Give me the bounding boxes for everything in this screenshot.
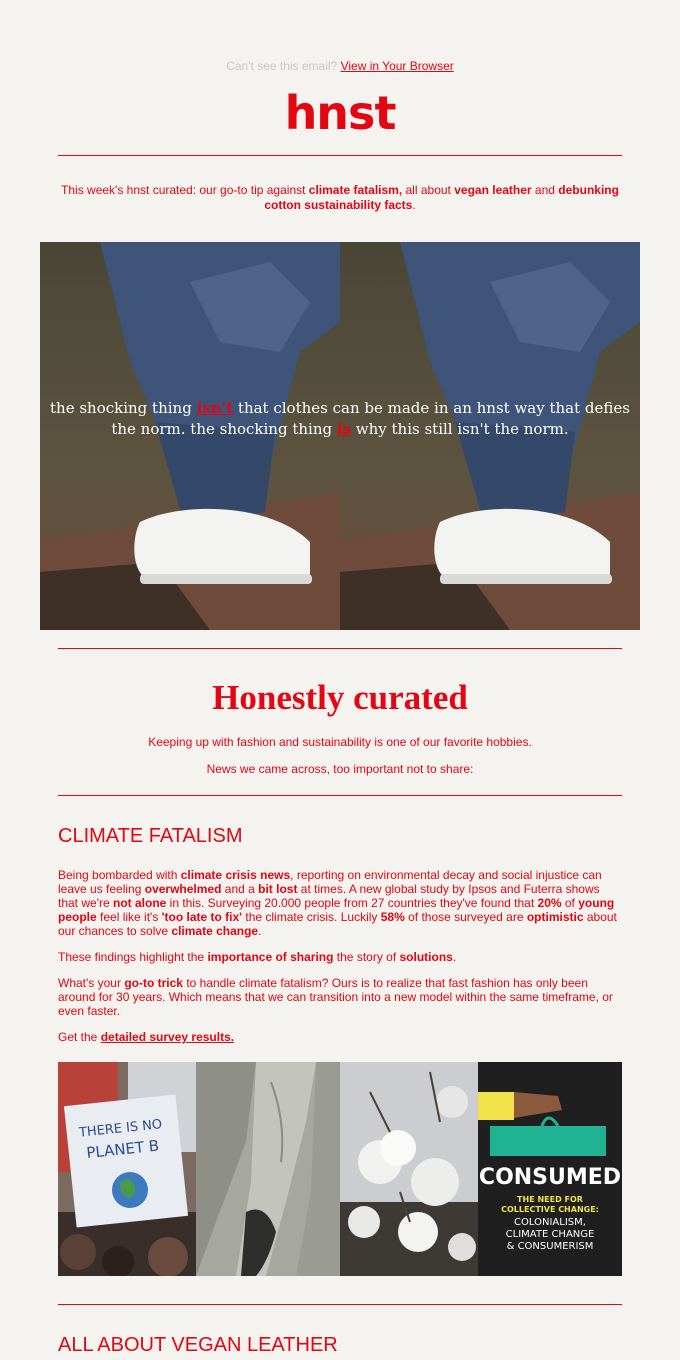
preheader <box>0 59 680 73</box>
bold-text: climate change <box>171 924 259 938</box>
book-subtitle-2: COLLECTIVE CHANGE: <box>501 1205 599 1214</box>
survey-results-link[interactable]: detailed survey results. <box>100 1030 235 1044</box>
text: in this. Surveying 20.000 people from 27 countries they've found that <box>166 896 538 910</box>
text: . <box>258 924 262 938</box>
climate-fatalism-title: CLIMATE FATALISM <box>58 825 243 847</box>
climate-paragraph-4 <box>58 1030 622 1044</box>
intro-bold-vegan: vegan leather <box>454 183 532 197</box>
bold-text: importance of sharing <box>207 950 334 964</box>
divider <box>58 795 622 796</box>
text: Being bombarded with <box>58 868 181 882</box>
hero-caption-part: the shocking thing <box>50 399 197 417</box>
bold-text: optimistic <box>526 910 584 924</box>
bold-text: bit lost <box>258 882 298 896</box>
intro-text <box>58 183 622 213</box>
divider <box>58 1304 622 1305</box>
hnst-logo[interactable]: hnst <box>284 86 396 140</box>
bold-text: 'too late to fix' <box>161 910 243 924</box>
view-in-browser-link[interactable]: View in Your Browser <box>340 59 454 73</box>
curated-line-1: Keeping up with fashion and sustainability is one of our favorite hobbies. <box>148 735 532 749</box>
book-title: CONSUMED <box>478 1165 622 1190</box>
intro-text-part: all about <box>402 183 455 197</box>
section-heading-curated: Honestly curated <box>212 678 468 717</box>
bold-text: solutions <box>399 950 453 964</box>
text: the story of <box>333 950 400 964</box>
text: of those surveyed are <box>404 910 527 924</box>
text: and a <box>221 882 259 896</box>
text: to handle climate fatalism? Ours is to realize that fast fashion has only been around for 30 years. Which means that we can transition into a new model within the same timeframe, or even faster. <box>58 976 613 1018</box>
text: , reporting on environmental decay and social injustice can leave us feeling <box>58 868 602 896</box>
preheader-prompt: Can't see this email? <box>226 59 338 73</box>
hero-highlight-isnt: isn't <box>196 399 234 417</box>
intro-bold-cotton: debunking cotton sustainability facts <box>264 183 619 212</box>
protest-sign-image[interactable] <box>58 1062 196 1276</box>
bold-text: not alone <box>112 896 167 910</box>
divider <box>58 648 622 649</box>
hero-image[interactable] <box>40 242 640 630</box>
sign-text-line-1: THERE IS NO <box>78 1117 163 1141</box>
intro-text-part: . <box>412 198 416 212</box>
consumed-book-cover[interactable] <box>478 1062 622 1276</box>
vegan-leather-image[interactable] <box>196 1062 340 1276</box>
curated-line-2: News we came across, too important not to share: <box>206 762 474 776</box>
bold-text: climate crisis news <box>180 868 291 882</box>
book-subtitle-4: CLIMATE CHANGE <box>505 1229 595 1240</box>
text: Get the <box>58 1030 101 1044</box>
text: feel like it's <box>96 910 162 924</box>
intro-text-part: and <box>531 183 559 197</box>
book-subtitle-1: THE NEED FOR <box>517 1195 583 1204</box>
text: the climate crisis. Luckily <box>242 910 381 924</box>
image-strip <box>58 1062 622 1276</box>
bold-text: young people <box>58 896 615 924</box>
text: What's your <box>58 976 125 990</box>
vegan-leather-title: ALL ABOUT VEGAN LEATHER <box>58 1334 338 1356</box>
intro-text-part: This week's hnst curated: our go-to tip against <box>61 183 309 197</box>
bold-text: 20% <box>537 896 562 910</box>
bold-text: overwhelmed <box>144 882 222 896</box>
bold-text: 58% <box>380 910 405 924</box>
text: . <box>452 950 457 964</box>
sign-text-line-2: PLANET B <box>85 1136 160 1163</box>
hero-highlight-is: is <box>336 420 352 438</box>
text: of <box>561 896 579 910</box>
text: These findings highlight the <box>58 950 208 964</box>
hero-caption-part: that clothes can be made in an hnst way that defies the norm. the shocking thing <box>111 399 630 438</box>
climate-paragraph-1 <box>58 868 622 938</box>
cotton-plant-image[interactable] <box>340 1062 478 1276</box>
hero-caption <box>40 398 640 440</box>
text: at times. A new global study by Ipsos and Futerra shows that we're <box>58 882 600 910</box>
bold-text: go-to trick <box>124 976 183 990</box>
book-subtitle-3: COLONIALISM, <box>514 1217 586 1228</box>
divider <box>58 155 622 156</box>
intro-bold-climate: climate fatalism, <box>308 183 403 197</box>
book-subtitle-5: & CONSUMERISM <box>506 1241 594 1252</box>
climate-paragraph-2 <box>58 950 622 964</box>
text: about our chances to solve <box>58 910 617 938</box>
climate-paragraph-3 <box>58 976 622 1018</box>
hero-caption-part: why this still isn't the norm. <box>351 420 569 438</box>
